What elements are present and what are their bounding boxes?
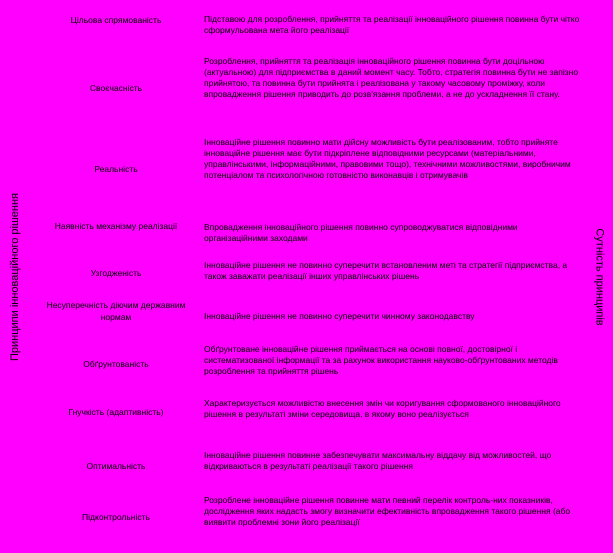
principle-description: Розроблене інноваційне рішення повинне мати певний перелік контроль-них показників, дослідження яких надасть змогу визначити ефективність впровадження такого рішення (або виявити проблемні зони його реалізації — [204, 495, 571, 527]
principle-row — [32, 260, 580, 282]
principle-description: Інноваційне рішення не повинно суперечити чинному законодавству — [204, 311, 475, 321]
principle-description: Обґрунтоване інноваційне рішення приймається на основі повної, достовірної і систематизованої інформації та за рахунок використання науково-обґрунтованих методів розроблення та прийняття рішень — [204, 344, 558, 376]
principle-row — [32, 495, 580, 528]
principle-description: Інноваційне рішення повинно мати дійсну можливість бути реалізованим, тобто прийняте інноваційне рішення має бути підкріплене відповідними ресурсами (матеріальними, управлінськими, інформаційними, правовими тощо), технічними можливостями, виробничим потенціалом та психологічною готовністю виконавців і отримувачів — [204, 137, 571, 180]
principle-name: Підконтрольність — [82, 512, 150, 522]
principle-row — [32, 56, 580, 100]
principle-name: Обґрунтованість — [83, 359, 149, 369]
principle-description: Характеризується можливістю внесення змін чи коригування сформованого інноваційного рішення в результаті зміни середовища, в якому воно реалізується — [204, 398, 561, 419]
principle-description: Розроблення, прийняття та реалізація інноваційного рішення повинна бути доцільною (актуальною) для підприємства в даний момент часу. Тобто, стратегія повинна бути не запізно прийнятою, та повинна бути прийнята і реалізована у такому часовому проміжку, коли впровадження рішення приводить до розв'язання проблеми, а не до ускладнення її стану. — [204, 56, 579, 99]
essence-axis-text: Сутність принципів — [594, 227, 606, 326]
essence-axis-label — [589, 0, 611, 553]
principle-name: Своєчасність — [89, 83, 143, 93]
principle-row — [32, 14, 580, 36]
principle-description: Впровадження інноваційного рішення повинно супроводжуватися відповідними організаційними заходами — [204, 222, 518, 243]
principles-axis-text: Принципи інноваційного рішення — [9, 192, 21, 361]
principle-description: Інноваційне рішення не повинно суперечити встановленим меті та стратегії підприємства, а також заважати реалізації інших управлінських рішень — [204, 260, 568, 281]
principle-row — [32, 450, 580, 472]
principle-name: Гнучкість (адаптивність) — [68, 407, 164, 417]
principle-row — [32, 344, 580, 377]
principle-description: Інноваційне рішення повинне забезпечувати максимальну віддачу від можливостей, що відкриваються в результаті реалізації такого рішення — [204, 450, 552, 471]
principle-row — [32, 137, 580, 181]
principle-name: Узгодженість — [90, 268, 142, 278]
principle-name: Цільова спрямованість — [70, 15, 162, 25]
principle-name: Реальність — [94, 164, 138, 174]
principle-row — [32, 398, 580, 420]
principle-row — [32, 220, 580, 244]
principle-name: Оптимальність — [86, 461, 146, 471]
principles-axis-label — [4, 0, 26, 553]
principle-row — [32, 299, 580, 323]
principle-description: Підставою для розроблення, прийняття та реалізації інноваційного рішення повинна бути чітко сформульована мета його реалізації — [204, 14, 580, 35]
principle-name: Наявність механізму реалізації — [54, 221, 178, 231]
principle-name: Несуперечність діючим державним нормам — [46, 300, 186, 322]
